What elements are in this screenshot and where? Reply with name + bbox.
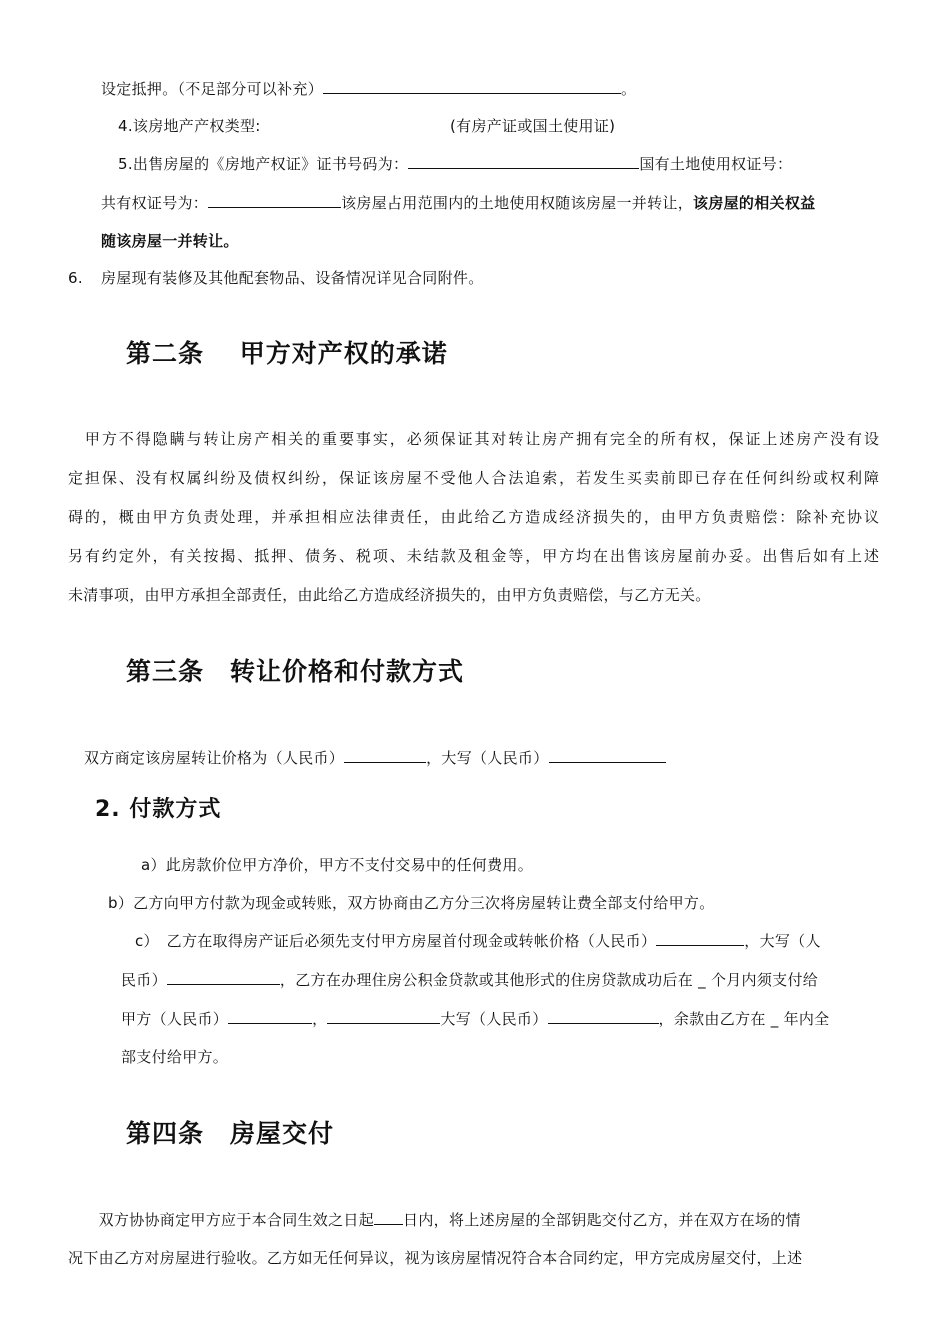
item-5-line-2 bbox=[101, 192, 815, 213]
item-5-bold-1: 该房屋的相关权益 bbox=[693, 194, 816, 212]
payment-method-heading: 2. 付款方式 bbox=[95, 797, 222, 822]
article-4-line-2: 况下由乙方对房屋进行验收。乙方如无任何异议，视为该房屋情况符合本合同约定，甲方完成房屋交付，上述 bbox=[68, 1249, 803, 1267]
delivery-days-blank[interactable] bbox=[374, 1209, 403, 1225]
intro-line-1-text: 设定抵押。（不足部分可以补充） bbox=[101, 80, 324, 98]
second-payment-uppercase-blank[interactable] bbox=[548, 1008, 659, 1024]
price-blank[interactable] bbox=[344, 747, 426, 763]
article-4-title: 第四条 房屋交付 bbox=[126, 1119, 335, 1148]
article-2-line-5: 未清事项，由甲方承担全部责任，由此给乙方造成经济损失的，由甲方负责赔偿，与乙方无关。 bbox=[68, 586, 711, 604]
item-c-text-3: 民币） bbox=[121, 971, 167, 989]
co-ownership-blank[interactable] bbox=[208, 192, 341, 208]
down-payment-uppercase-blank[interactable] bbox=[167, 969, 280, 985]
item-5-text: 该房屋占用范围内的土地使用权随该房屋一并转让， bbox=[341, 194, 694, 212]
second-payment-blank-2[interactable] bbox=[327, 1008, 440, 1024]
article-2-line-1: 甲方不得隐瞒与转让房产相关的重要事实，必须保证其对转让房产拥有完全的所有权，保证上述房产没有设 bbox=[68, 430, 879, 448]
item-c-text-7: ，余款由乙方在 _ 年内全 bbox=[658, 1010, 830, 1028]
payment-item-c-line-4: 部支付给甲方。 bbox=[121, 1048, 229, 1066]
article-4-text-2: 日内，将上述房屋的全部钥匙交付乙方，并在双方在场的情 bbox=[403, 1211, 801, 1229]
price-line bbox=[84, 747, 666, 768]
item-5-line-1 bbox=[118, 153, 792, 174]
price-uppercase-label: ，大写（人民币） bbox=[426, 749, 549, 767]
price-uppercase-blank[interactable] bbox=[549, 747, 666, 763]
item-c-text-1: c） 乙方在取得房产证后必须先支付甲方房屋首付现金或转帐价格（人民币） bbox=[135, 932, 657, 950]
item-4 bbox=[118, 116, 261, 136]
down-payment-blank[interactable] bbox=[656, 930, 744, 946]
item-5-bold-2: 随该房屋一并转让。 bbox=[101, 232, 239, 250]
item-4-label: 4.该房地产产权类型: bbox=[118, 117, 261, 135]
article-3-title: 第三条 转让价格和付款方式 bbox=[126, 657, 465, 686]
certificate-number-blank[interactable] bbox=[408, 153, 639, 169]
item-6-text: 房屋现有装修及其他配套物品、设备情况详见合同附件。 bbox=[101, 269, 484, 287]
article-2-line-4: 另有约定外，有关按揭、抵押、债务、税项、未结款及租金等，甲方均在出售该房屋前办妥。出售后如有上述 bbox=[68, 547, 879, 565]
payment-item-a: a）此房款价位甲方净价，甲方不支付交易中的任何费用。 bbox=[141, 856, 533, 874]
blank-field[interactable] bbox=[323, 78, 621, 94]
item-5-label: 5.出售房屋的《房地产权证》证书号码为： bbox=[118, 155, 409, 173]
intro-line-1 bbox=[101, 78, 636, 99]
co-ownership-label: 共有权证号为： bbox=[101, 194, 209, 212]
article-4-text-1: 双方协协商定甲方应于本合同生效之日起 bbox=[68, 1211, 375, 1229]
intro-line-1-end: 。 bbox=[621, 80, 637, 98]
item-c-text-2: ，大写（人 bbox=[744, 932, 821, 950]
item-c-text-5: 甲方（人民币） bbox=[121, 1010, 229, 1028]
item-c-text-6: 大写（人民币） bbox=[440, 1010, 548, 1028]
item-6-number: 6. bbox=[68, 269, 83, 287]
payment-item-c-line-2 bbox=[121, 969, 818, 990]
payment-item-b: b）乙方向甲方付款为现金或转账，双方协商由乙方分三次将房屋转让费全部支付给甲方。 bbox=[108, 894, 715, 912]
payment-item-c-line-1 bbox=[135, 930, 821, 951]
article-2-line-3: 碍的，概由甲方负责处理，并承担相应法律责任，由此给乙方造成经济损失的，由甲方负责赔偿：除补充协议 bbox=[68, 508, 879, 526]
article-4-line-1 bbox=[68, 1209, 801, 1230]
price-label: 双方商定该房屋转让价格为（人民币） bbox=[84, 749, 345, 767]
item-5-land-label: 国有土地使用权证号： bbox=[639, 155, 793, 173]
item-4-note: (有房产证或国土使用证) bbox=[450, 117, 616, 135]
article-2-title: 第二条 甲方对产权的承诺 bbox=[126, 339, 448, 368]
payment-item-c-line-3 bbox=[121, 1008, 829, 1029]
item-c-text-4: ，乙方在办理住房公积金贷款或其他形式的住房贷款成功后在 _ 个月内须支付给 bbox=[279, 971, 819, 989]
second-payment-blank[interactable] bbox=[228, 1008, 312, 1024]
article-2-line-2: 定担保、没有权属纠纷及债权纠纷，保证该房屋不受他人合法追索，若发生买卖前即已存在任何纠纷或权利障 bbox=[68, 469, 879, 487]
item-c-comma: ， bbox=[312, 1010, 328, 1028]
